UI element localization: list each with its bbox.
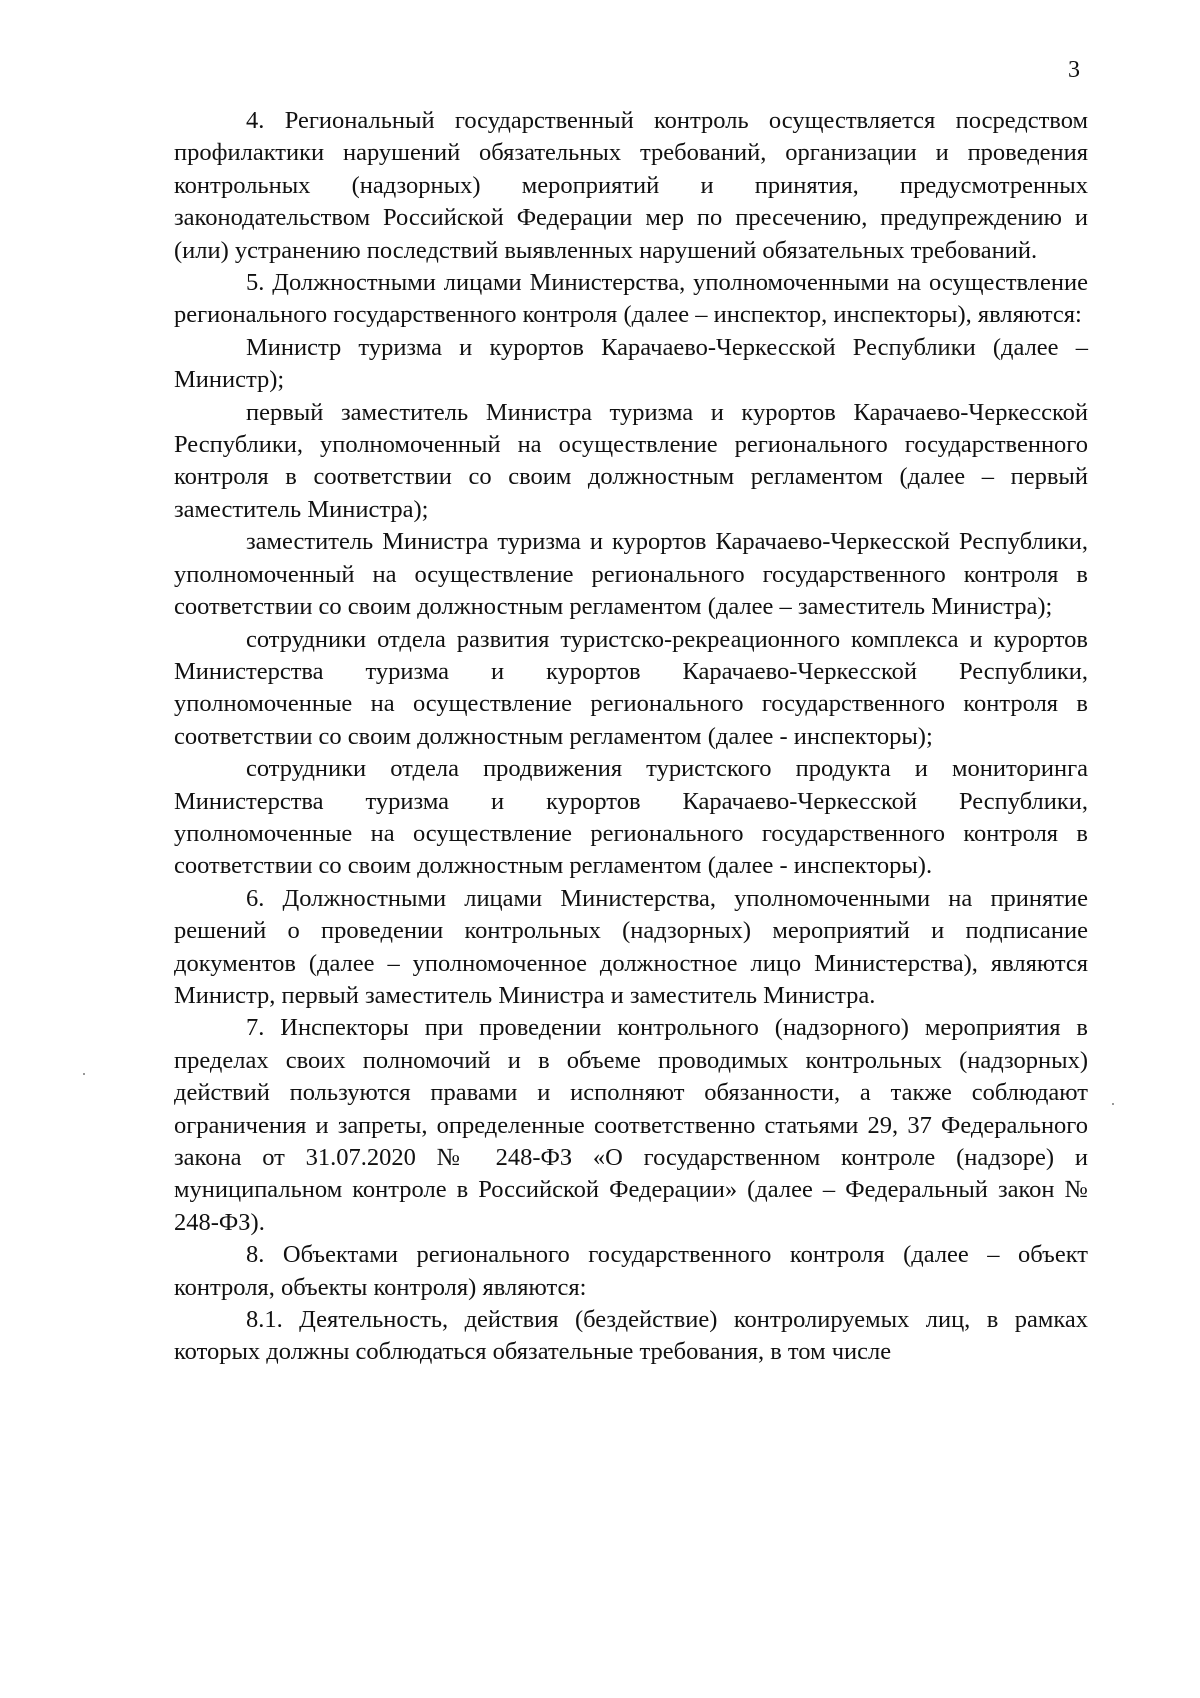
scan-speck: [1112, 1103, 1114, 1105]
paragraph-7: 7. Инспекторы при проведении контрольного (надзорного) мероприятия в пределах своих полномочий и в объеме проводимых контрольных (надзорных) действий пользуются правами и исполняют обязанности, а также соблюдают ограничения и запреты, определенные соответственно статьями 29, 37 Федерального закона от 31.07.2020 № 248-ФЗ «О государственном контроле (надзоре) и муниципальном контроле в Российской Федерации» (далее – Федеральный закон № 248-ФЗ).: [174, 1014, 1088, 1236]
list-item-deputy: заместитель Министра туризма и курортов Карачаево-Черкесской Республики, уполномоченный на осуществление регионального государственного контроля в соответствии со своим должностным регламентом (далее – заместитель Министра);: [174, 528, 1088, 621]
paragraph-8: 8. Объектами регионального государственного контроля (далее – объект контроля, объекты контроля) являются:: [174, 1241, 1088, 1301]
page-number: 3: [1068, 57, 1080, 83]
list-item-development-department: сотрудники отдела развития туристско-рекреационного комплекса и курортов Министерства туризма и курортов Карачаево-Черкесской Республики, уполномоченные на осуществление регионального государственного контроля в соответствии со своим должностным регламентом (далее - инспекторы);: [174, 625, 1088, 750]
paragraph-5: 5. Должностными лицами Министерства, уполномоченными на осуществление регионального государственного контроля (далее – инспектор, инспекторы), являются:: [174, 269, 1088, 329]
paragraph-6: 6. Должностными лицами Министерства, уполномоченными на принятие решений о проведении контрольных (надзорных) мероприятий и подписание документов (далее – уполномоченное должностное лицо Министерства), являются Министр, первый заместитель Министра и заместитель Министра.: [174, 884, 1088, 1009]
list-item-promotion-department: сотрудники отдела продвижения туристского продукта и мониторинга Министерства туризма и курортов Карачаево-Черкесской Республики, уполномоченные на осуществление регионального государственного контроля в соответствии со своим должностным регламентом (далее - инспекторы).: [174, 755, 1088, 880]
document-body: [174, 105, 1088, 1369]
paragraph-8-1: 8.1. Деятельность, действия (бездействие) контролируемых лиц, в рамках которых должны соблюдаться обязательные требования, в том числе: [174, 1306, 1088, 1366]
list-item-minister: Министр туризма и курортов Карачаево-Черкесской Республики (далее – Министр);: [174, 333, 1088, 394]
list-item-first-deputy: первый заместитель Министра туризма и курортов Карачаево-Черкесской Республики, уполномоченный на осуществление регионального государственного контроля в соответствии со своим должностным регламентом (далее – первый заместитель Министра);: [174, 398, 1088, 523]
scan-speck: [83, 1073, 85, 1075]
paragraph-4: 4. Региональный государственный контроль осуществляется посредством профилактики нарушений обязательных требований, организации и проведения контрольных (надзорных) мероприятий и принятия, предусмотренных законодательством Российской Федерации мер по пресечению, предупреждению и (или) устранению последствий выявленных нарушений обязательных требований.: [174, 107, 1088, 264]
